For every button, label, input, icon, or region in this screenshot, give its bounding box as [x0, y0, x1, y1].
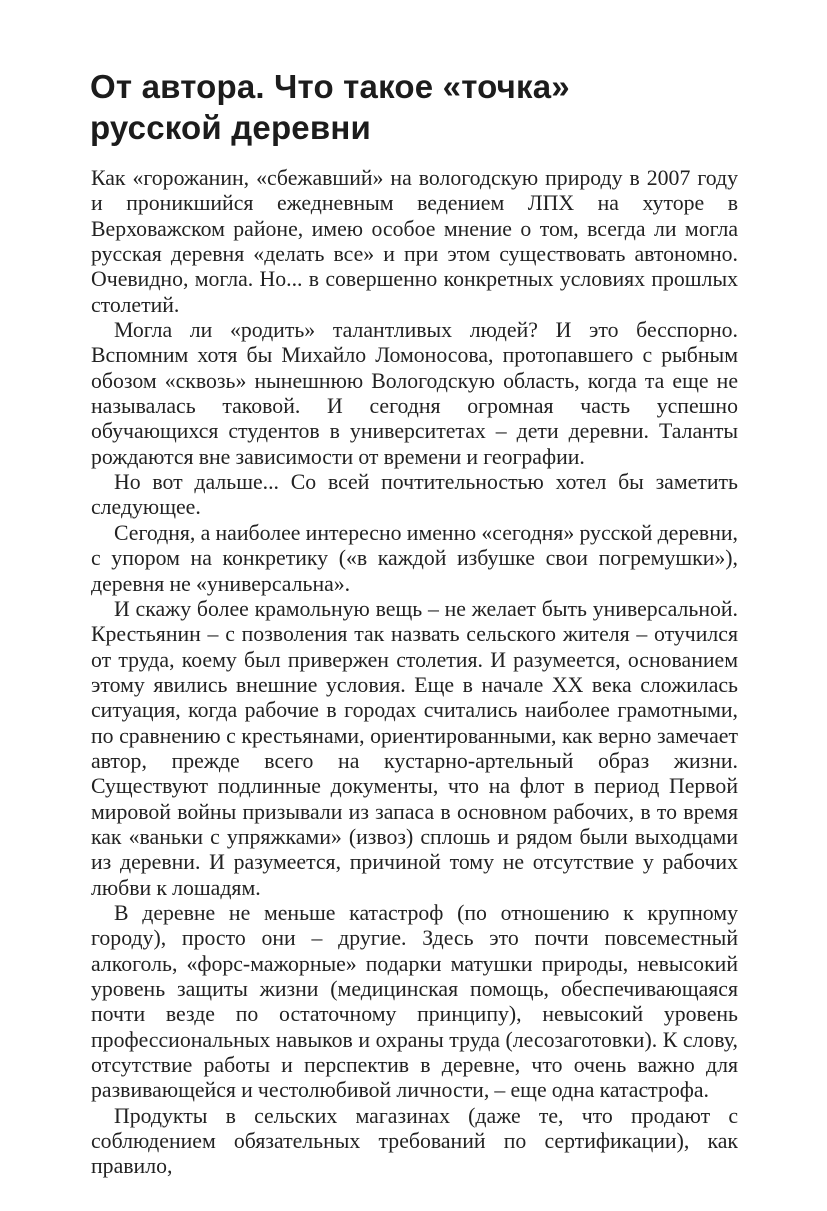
chapter-title-line-1: От автора. Что такое «точка» — [90, 68, 570, 105]
paragraph: В деревне не меньше катастроф (по отношению к крупному городу), просто они – другие. Здесь это почти повсеместный алкоголь, «форс-мажорные» подарки матушки природы, невысокий уровень защиты жизни (медицинская помощь, обеспечивающаяся почти везде по остаточному принципу), невысокий уровень профессиональных навыков и охраны труда (лесозаготовки). К слову, отсутствие работы и перспектив в деревне, что очень важно для развивающейся и честолюбивой личности, – еще одна катастрофа. — [91, 900, 738, 1103]
chapter-title — [90, 66, 740, 148]
body-text — [91, 166, 738, 1180]
paragraph: Могла ли «родить» талантливых людей? И это бесспорно. Вспомним хотя бы Михайло Ломоносова, протопавшего с рыбным обозом «сквозь» нынешнюю Вологодскую область, когда та еще не называлась таковой. И сегодня огромная часть успешно обучающихся студентов в университетах – дети деревни. Таланты рождаются вне зависимости от времени и географии. — [91, 318, 738, 469]
chapter-title-line-2: русской деревни — [90, 109, 371, 146]
paragraph: Как «горожанин, «сбежавший» на вологодскую природу в 2007 году и проникшийся ежедневным ведением ЛПХ на хуторе в Верховажском районе, имею особое мнение о том, всегда ли могла русская деревня «делать все» и при этом существовать автономно. Очевидно, могла. Но... в совершенно конкретных условиях прошлых столетий. — [91, 166, 738, 317]
paragraph: Продукты в сельских магазинах (даже те, что продают с соблюдением обязательных требований по сертификации), как правило, — [91, 1103, 738, 1179]
paragraph: Но вот дальше... Со всей почтительностью хотел бы заметить следующее. — [91, 470, 738, 520]
paragraph: Сегодня, а наиболее интересно именно «сегодня» русской деревни, с упором на конкретику («в каждой избушке свои погремушки»), деревня не «универсальна». — [91, 520, 738, 596]
paragraph: И скажу более крамольную вещь – не желает быть универсальной. Крестьянин – с позволения так назвать сельского жителя – отучился от труда, коему был привержен столетия. И разумеется, основанием этому явились внешние условия. Еще в начале XX века сложилась ситуация, когда рабочие в городах считались наиболее грамотными, по сравнению с крестьянами, ориентированными, как верно замечает автор, прежде всего на кустарно-артельный образ жизни. Существуют подлинные документы, что на флот в период Первой мировой войны призывали из запаса в основном рабочих, в то время как «ваньки с упряжками» (извоз) сплошь и рядом были выходцами из деревни. И разумеется, причиной тому не отсутствие у рабочих любви к лошадям. — [91, 596, 738, 900]
